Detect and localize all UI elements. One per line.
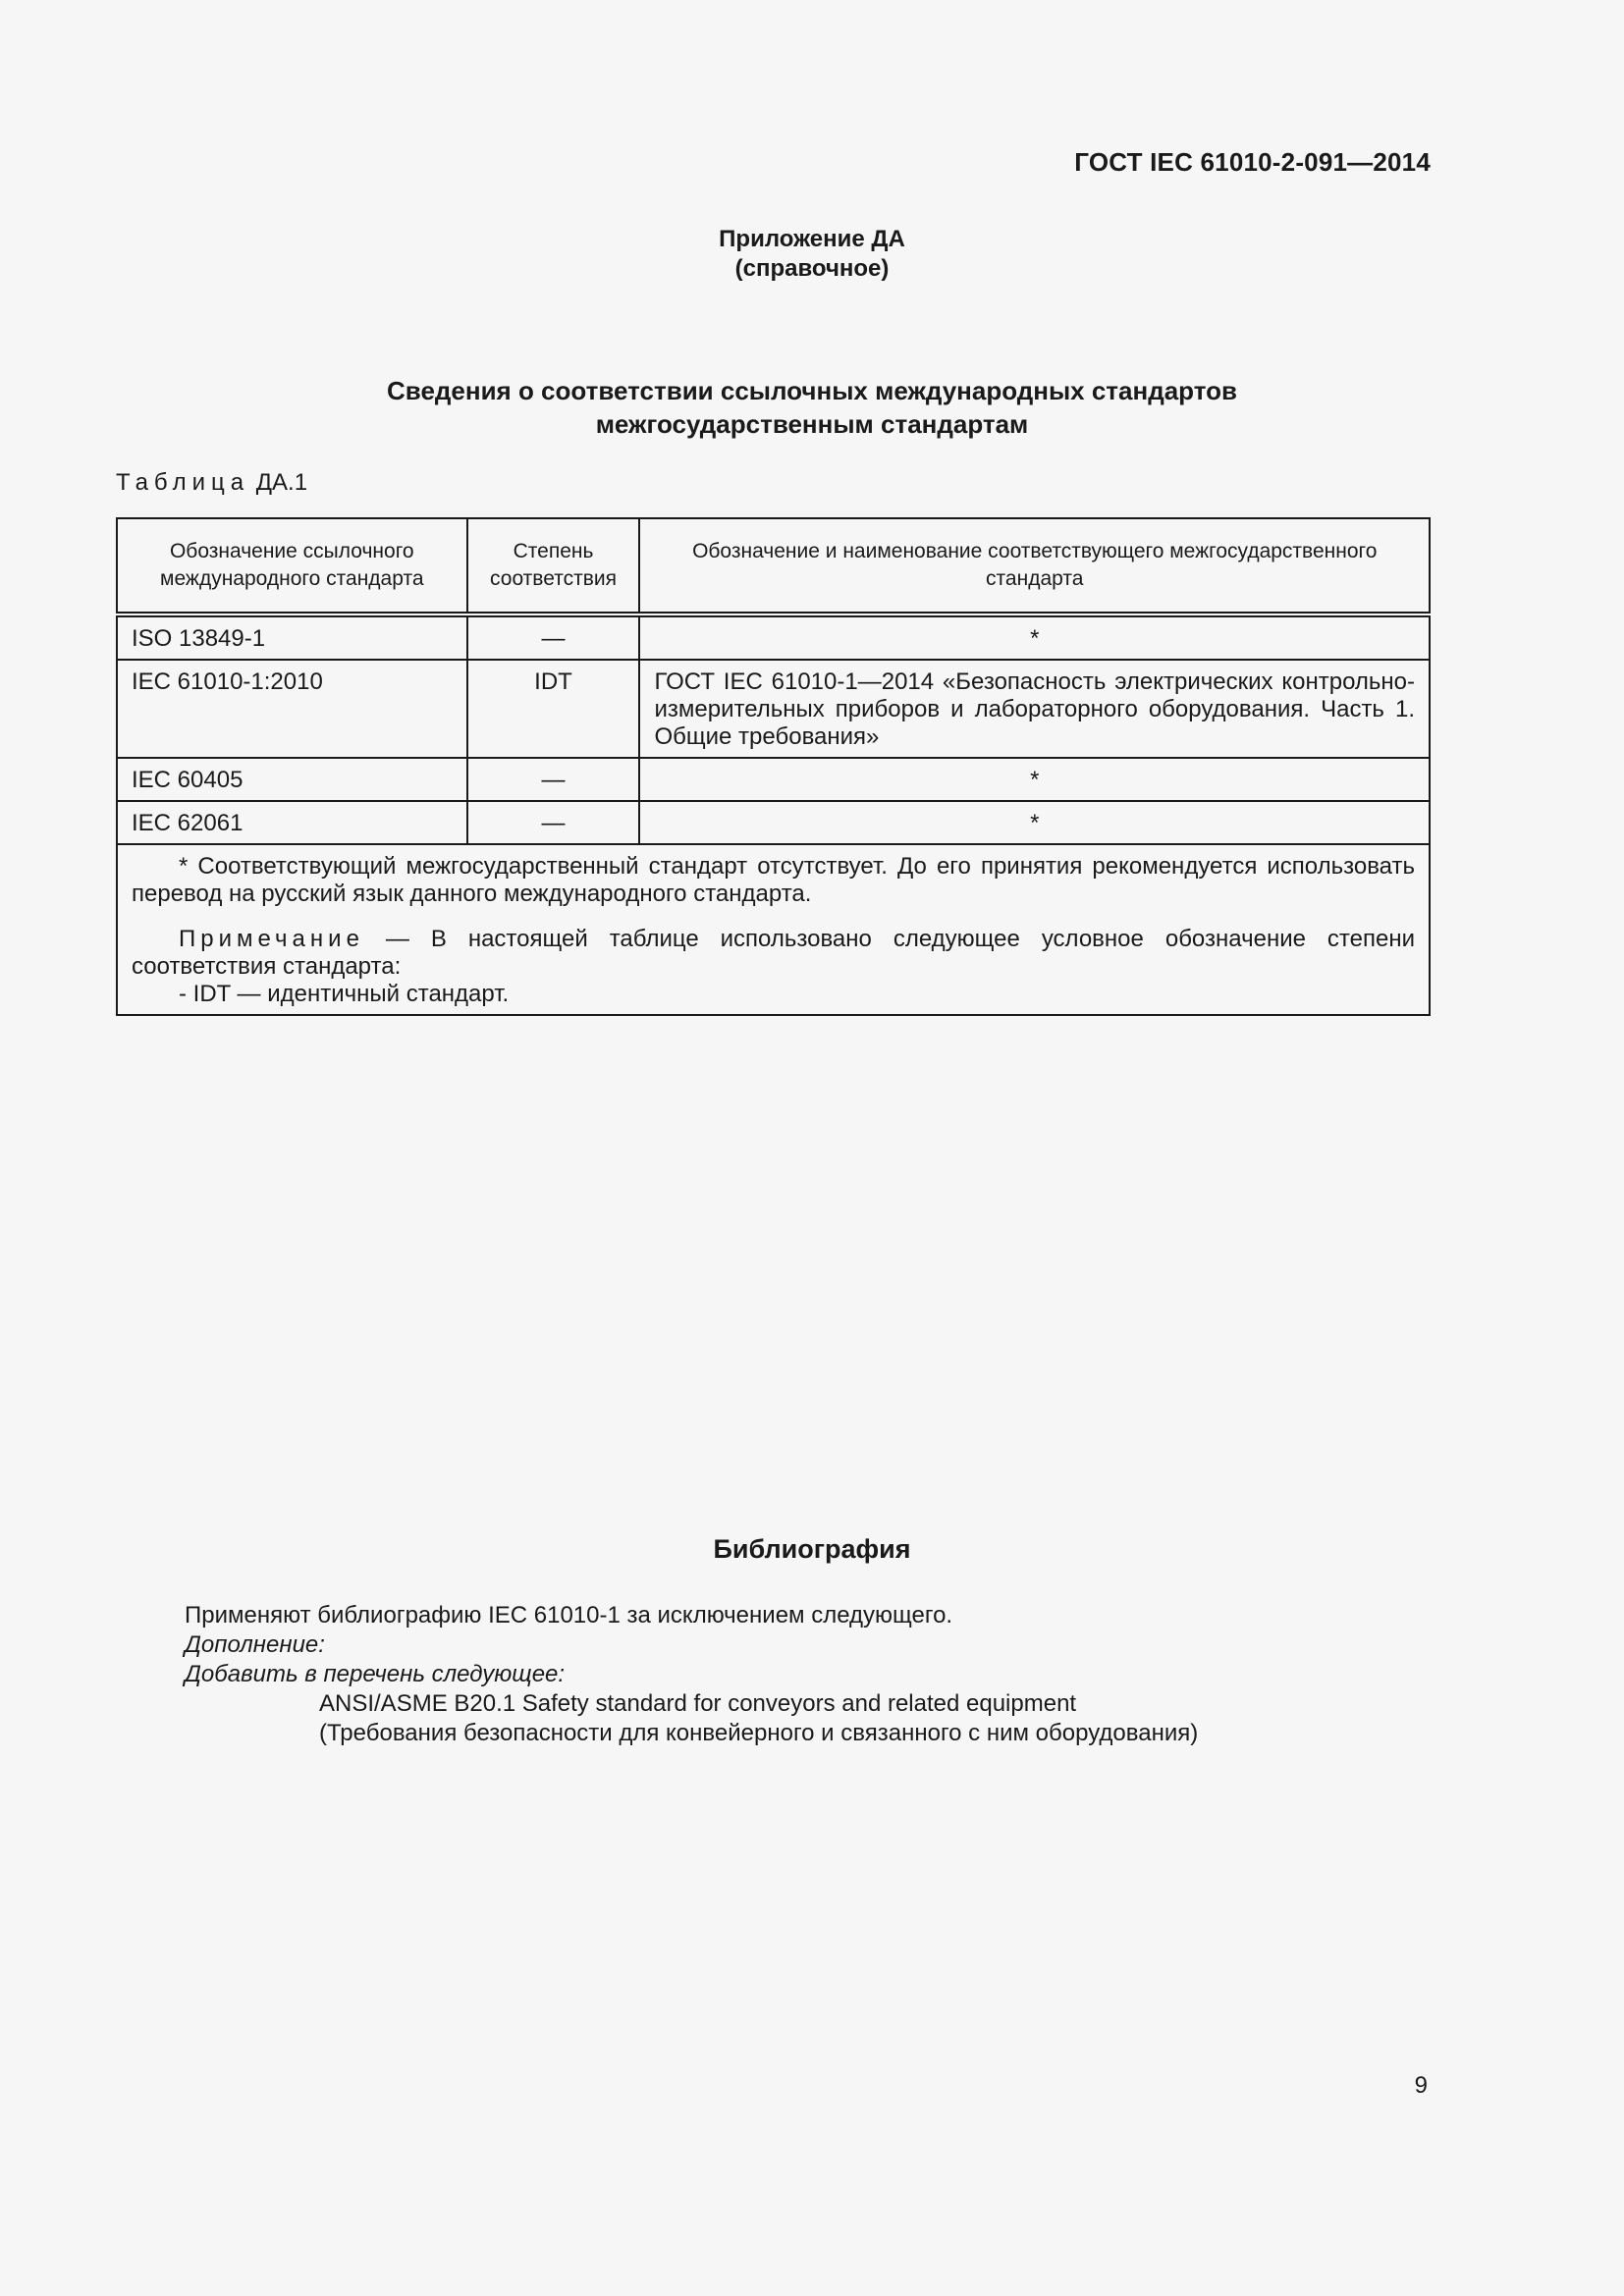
cell-degree: — bbox=[467, 801, 640, 844]
cell-national: ГОСТ IEC 61010-1—2014 «Безопасность электрических контрольно-измерительных приборов и лабораторного оборудования. Часть 1. Общие требования» bbox=[639, 660, 1430, 758]
bibliography-entry-translation: (Требования безопасности для конвейерного и связанного с ним оборудования) bbox=[319, 1720, 1199, 1746]
cell-national: * bbox=[639, 758, 1430, 801]
annex-title: Приложение ДА bbox=[719, 226, 905, 252]
cell-ref: ISO 13849-1 bbox=[117, 614, 467, 660]
table-row bbox=[117, 801, 1430, 844]
cell-national: * bbox=[639, 614, 1430, 660]
table-notes bbox=[117, 844, 1430, 1015]
table-row bbox=[117, 758, 1430, 801]
cell-ref: IEC 60405 bbox=[117, 758, 467, 801]
table-row bbox=[117, 660, 1430, 758]
note-text: — В настоящей таблице использовано следующее условное обозначение степени соответствия стандарта: bbox=[132, 926, 1415, 980]
table-note bbox=[132, 926, 1415, 981]
bibliography-entry: ANSI/ASME B20.1 Safety standard for conveyors and related equipment bbox=[319, 1690, 1077, 1717]
cell-degree: IDT bbox=[467, 660, 640, 758]
note-label: Примечание bbox=[179, 926, 364, 952]
page-number: 9 bbox=[1414, 2072, 1428, 2099]
cell-ref: IEC 61010-1:2010 bbox=[117, 660, 467, 758]
cell-national: * bbox=[639, 801, 1430, 844]
table-caption bbox=[116, 469, 307, 497]
bibliography-intro: Применяют библиографию IEC 61010-1 за исключением следующего. bbox=[185, 1602, 953, 1629]
table-row bbox=[117, 614, 1430, 660]
header-national-standard: Обозначение и наименование соответствующего межгосударственного стандарта bbox=[639, 518, 1430, 614]
table-caption-word: Таблица bbox=[116, 469, 250, 496]
table-caption-id: ДА.1 bbox=[255, 469, 308, 496]
table-header-row bbox=[117, 518, 1430, 614]
bibliography-title: Библиография bbox=[713, 1534, 911, 1564]
header-ref-standard: Обозначение ссылочного международного стандарта bbox=[117, 518, 467, 614]
table-footer-row bbox=[117, 844, 1430, 1015]
section-heading bbox=[0, 374, 1624, 441]
document-code: ГОСТ IEC 61010-2-091—2014 bbox=[1074, 147, 1431, 177]
annex-subtitle: (справочное) bbox=[734, 255, 890, 282]
note-item: - IDT — идентичный стандарт. bbox=[179, 981, 510, 1007]
cell-degree: — bbox=[467, 614, 640, 660]
section-title-line2: межгосударственным стандартам bbox=[595, 409, 1029, 439]
cell-degree: — bbox=[467, 758, 640, 801]
section-title-line1: Сведения о соответствии ссылочных международных стандартов bbox=[387, 376, 1237, 405]
table-footnote: * Соответствующий межгосударственный стандарт отсутствует. До его принятия рекомендуется использовать перевод на русский язык данного международного стандарта. bbox=[132, 853, 1415, 907]
header-degree: Степень соответствия bbox=[467, 518, 640, 614]
bibliography-add-instruction: Добавить в перечень следующее: bbox=[185, 1661, 566, 1687]
cell-ref: IEC 62061 bbox=[117, 801, 467, 844]
bibliography-addition-label: Дополнение: bbox=[185, 1631, 325, 1658]
correspondence-table bbox=[116, 517, 1431, 1016]
annex-heading bbox=[0, 225, 1624, 284]
